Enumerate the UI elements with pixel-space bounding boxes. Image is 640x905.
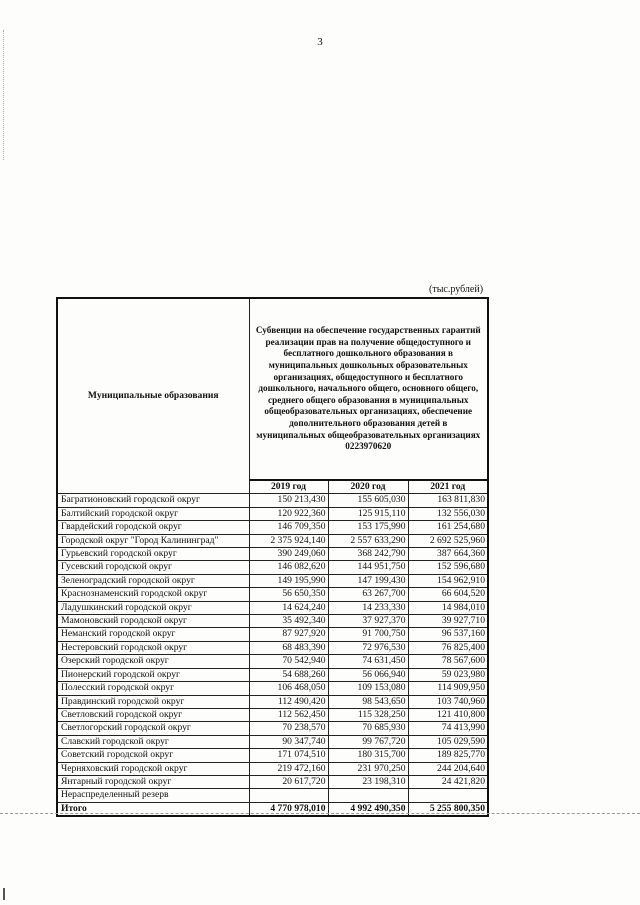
margin-mark [3,888,5,900]
table-row [57,548,488,561]
municipality-name: Гурьевский городской округ [57,548,249,561]
value-2020: 231 970,250 [328,762,408,775]
value-2019: 150 213,430 [249,494,328,507]
municipality-name: Гусевский городской округ [57,561,249,574]
table-row [57,601,488,614]
municipality-header: Муниципальные образования [57,298,249,494]
value-2019: 56 650,350 [249,588,328,601]
table-row [57,561,488,574]
municipality-name: Славский городской округ [57,735,249,748]
value-2021: 96 537,160 [408,628,488,641]
value-2019: 146 709,350 [249,521,328,534]
header-row [57,298,488,480]
value-2021: 76 825,400 [408,641,488,654]
value-2019: 112 490,420 [249,695,328,708]
table-row [57,588,488,601]
value-2019: 87 927,920 [249,628,328,641]
value-2019: 146 082,620 [249,561,328,574]
municipality-name: Янтарный городской округ [57,775,249,788]
municipality-name: Правдинский городской округ [57,695,249,708]
value-2020: 23 198,310 [328,775,408,788]
value-2020: 180 315,700 [328,749,408,762]
municipality-name: Советский городской округ [57,749,249,762]
value-2021: 59 023,980 [408,668,488,681]
value-2021: 78 567,600 [408,655,488,668]
value-2020: 91 700,750 [328,628,408,641]
municipality-name: Пионерский городской округ [57,668,249,681]
value-2020: 109 153,080 [328,682,408,695]
value-2021: 105 029,590 [408,735,488,748]
municipality-name: Светловский городской округ [57,708,249,721]
value-2019: 112 562,450 [249,708,328,721]
page-number: 3 [317,36,323,48]
value-2020: 155 605,030 [328,494,408,507]
value-2021: 163 811,830 [408,494,488,507]
municipality-name: Озерский городской округ [57,655,249,668]
year-2019-header: 2019 год [249,480,328,494]
municipality-name: Балтийский городской округ [57,507,249,520]
year-2021-header: 2021 год [408,480,488,494]
value-2020: 115 328,250 [328,708,408,721]
table-row [57,521,488,534]
total-2019: 4 770 978,010 [249,802,328,816]
value-2021: 2 692 525,960 [408,534,488,547]
subvention-header: Субвенции на обеспечение государственных гарантий реализации прав на получение общедоступного и бесплатного дошкольного образования в муниципальных дошкольных образовательных организациях, общедоступного и бесплатного дошкольного, начального общего, основного общего, среднего общего образования в муниципальных общеобразовательных организациях, обеспечение дополнительного образования детей в муниципальных общеобразовательных организациях 0223970620 [249,298,488,480]
value-2021: 387 664,360 [408,548,488,561]
municipality-name: Нестеровский городской округ [57,641,249,654]
municipality-name: Гвардейский городской округ [57,521,249,534]
municipality-name: Черняховский городской округ [57,762,249,775]
total-label: Итого [57,802,249,816]
table-row [57,749,488,762]
table-row [57,655,488,668]
value-2019: 14 624,240 [249,601,328,614]
value-2021: 39 927,710 [408,615,488,628]
value-2021: 154 962,910 [408,574,488,587]
value-2021: 103 740,960 [408,695,488,708]
table-row [57,695,488,708]
municipality-name: Зеленоградский городской округ [57,574,249,587]
value-2019: 70 238,570 [249,722,328,735]
municipality-name: Краснознаменский городской округ [57,588,249,601]
value-2020: 125 915,110 [328,507,408,520]
value-2019: 70 542,940 [249,655,328,668]
value-2020: 70 685,930 [328,722,408,735]
table-row [57,507,488,520]
value-2019: 90 347,740 [249,735,328,748]
value-2019: 106 468,050 [249,682,328,695]
table-row [57,668,488,681]
value-2020: 74 631,450 [328,655,408,668]
table-row [57,574,488,587]
table-row [57,762,488,775]
table-row [57,494,488,507]
table-row [57,534,488,547]
value-2019: 171 074,510 [249,749,328,762]
municipality-name: Ладушкинский городской округ [57,601,249,614]
value-2019: 54 688,260 [249,668,328,681]
municipality-name: Мамоновский городской округ [57,615,249,628]
value-2019: 390 249,060 [249,548,328,561]
table-row [57,628,488,641]
value-2020: 14 233,330 [328,601,408,614]
total-row [57,802,488,816]
table-row [57,775,488,788]
scan-fold-line [0,813,640,814]
table-row [57,641,488,654]
value-2019: 2 375 924,140 [249,534,328,547]
value-2020: 368 242,790 [328,548,408,561]
value-2021: 244 204,640 [408,762,488,775]
table-row [57,722,488,735]
value-2020 [328,789,408,802]
year-2020-header: 2020 год [328,480,408,494]
value-2019: 68 483,390 [249,641,328,654]
table-body [57,494,488,802]
table-row [57,615,488,628]
value-2020: 98 543,650 [328,695,408,708]
value-2020: 37 927,370 [328,615,408,628]
table-row [57,789,488,802]
subvention-table [56,297,489,817]
value-2021: 161 254,680 [408,521,488,534]
value-2019: 219 472,160 [249,762,328,775]
units-label: (тыс.рублей) [429,284,484,295]
table-row [57,682,488,695]
value-2021: 121 410,800 [408,708,488,721]
total-2020: 4 992 490,350 [328,802,408,816]
municipality-name: Светлогорский городской округ [57,722,249,735]
value-2020: 99 767,720 [328,735,408,748]
table-row [57,708,488,721]
value-2021: 132 556,030 [408,507,488,520]
municipality-name: Багратионовский городской округ [57,494,249,507]
margin-punch-dots [3,30,6,160]
table-row [57,735,488,748]
municipality-name: Неманский городской округ [57,628,249,641]
value-2021: 66 604,520 [408,588,488,601]
municipality-name: Нераспределенный резерв [57,789,249,802]
value-2021: 74 413,990 [408,722,488,735]
value-2019: 120 922,360 [249,507,328,520]
value-2020: 153 175,990 [328,521,408,534]
value-2021: 114 909,950 [408,682,488,695]
value-2020: 147 199,430 [328,574,408,587]
value-2020: 56 066,940 [328,668,408,681]
total-2021: 5 255 800,350 [408,802,488,816]
municipality-name: Полесский городской округ [57,682,249,695]
value-2020: 2 557 633,290 [328,534,408,547]
municipality-name: Городской округ "Город Калининград" [57,534,249,547]
value-2020: 144 951,750 [328,561,408,574]
value-2019: 35 492,340 [249,615,328,628]
value-2021: 189 825,770 [408,749,488,762]
value-2019: 149 195,990 [249,574,328,587]
value-2020: 63 267,700 [328,588,408,601]
value-2021: 24 421,820 [408,775,488,788]
value-2021: 14 984,010 [408,601,488,614]
value-2021: 152 596,680 [408,561,488,574]
value-2020: 72 976,530 [328,641,408,654]
value-2019 [249,789,328,802]
value-2021 [408,789,488,802]
value-2019: 20 617,720 [249,775,328,788]
